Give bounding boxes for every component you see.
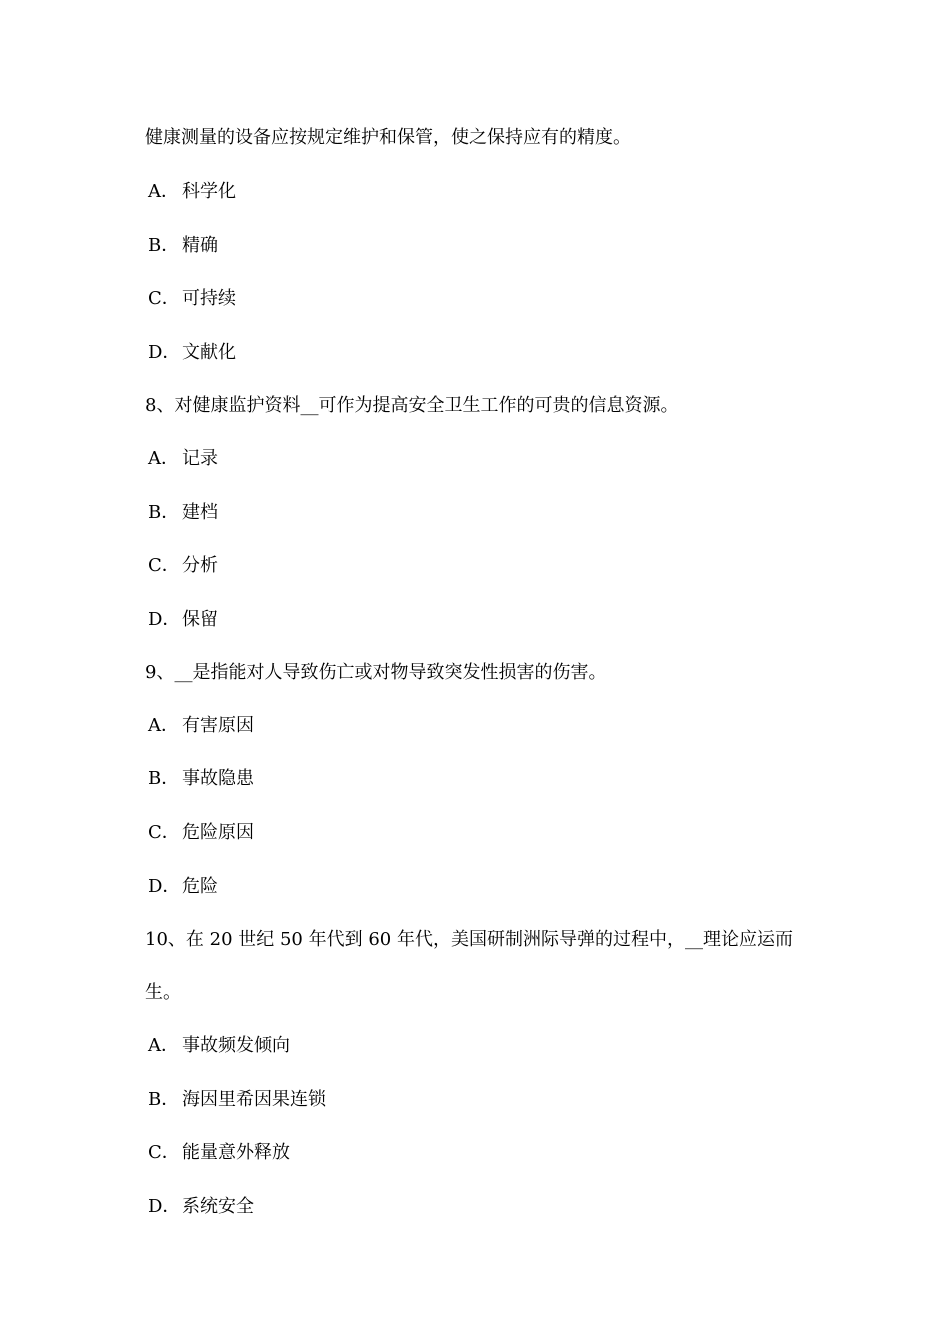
option-text: 建档 <box>182 502 218 523</box>
question-8-option-a <box>148 447 218 471</box>
question-10-stem-line-2: 生。 <box>145 982 181 1003</box>
option-text: 系统安全 <box>182 1196 254 1217</box>
option-text: 危险原因 <box>182 822 254 843</box>
question-7-option-a <box>148 180 236 204</box>
option-text: 可持续 <box>182 288 236 309</box>
question-9-stem: 9、__是指能对人导致伤亡或对物导致突发性损害的伤害。 <box>145 662 607 683</box>
question-8-option-c <box>148 554 218 578</box>
option-text: 科学化 <box>182 181 236 202</box>
option-letter: D． <box>148 876 181 897</box>
question-8-option-d <box>148 608 218 632</box>
question-9-option-d <box>148 875 218 899</box>
question-10-option-a <box>148 1034 290 1058</box>
option-letter: B． <box>148 768 180 789</box>
option-text: 文献化 <box>182 342 236 363</box>
option-text: 分析 <box>182 555 218 576</box>
option-text: 危险 <box>182 876 218 897</box>
option-letter: C． <box>148 288 180 309</box>
option-text: 保留 <box>182 609 218 630</box>
option-text: 记录 <box>182 448 218 469</box>
option-letter: D． <box>148 609 181 630</box>
option-text: 事故频发倾向 <box>182 1035 290 1056</box>
question-9-option-a <box>148 714 254 738</box>
option-letter: A． <box>148 1035 179 1056</box>
option-text: 海因里希因果连锁 <box>182 1089 326 1110</box>
option-letter: A． <box>148 181 179 202</box>
question-10-option-d <box>148 1195 254 1219</box>
question-10-stem-line-1: 10、在 20 世纪 50 年代到 60 年代，美国研制洲际导弹的过程中，__理论应运而 <box>145 929 793 950</box>
question-10-option-b <box>148 1088 326 1112</box>
option-letter: A． <box>148 715 179 736</box>
option-letter: D． <box>148 1196 181 1217</box>
question-7-option-b <box>148 234 218 258</box>
question-8-stem: 8、对健康监护资料__可作为提高安全卫生工作的可贵的信息资源。 <box>145 395 679 416</box>
option-text: 精确 <box>182 235 218 256</box>
question-8-option-b <box>148 501 218 525</box>
option-letter: A． <box>148 448 179 469</box>
question-9-option-b <box>148 767 254 791</box>
option-letter: D． <box>148 342 181 363</box>
option-letter: B． <box>148 1089 180 1110</box>
question-10-option-c <box>148 1141 290 1165</box>
option-text: 事故隐患 <box>182 768 254 789</box>
option-text: 有害原因 <box>182 715 254 736</box>
option-letter: C． <box>148 555 180 576</box>
option-letter: B． <box>148 502 180 523</box>
option-letter: C． <box>148 822 180 843</box>
question-7-stem: 健康测量的设备应按规定维护和保管，使之保持应有的精度。 <box>145 127 631 148</box>
option-letter: C． <box>148 1142 180 1163</box>
option-letter: B． <box>148 235 180 256</box>
question-9-option-c <box>148 821 254 845</box>
question-7-option-d <box>148 341 236 365</box>
option-text: 能量意外释放 <box>182 1142 290 1163</box>
question-7-option-c <box>148 287 236 311</box>
